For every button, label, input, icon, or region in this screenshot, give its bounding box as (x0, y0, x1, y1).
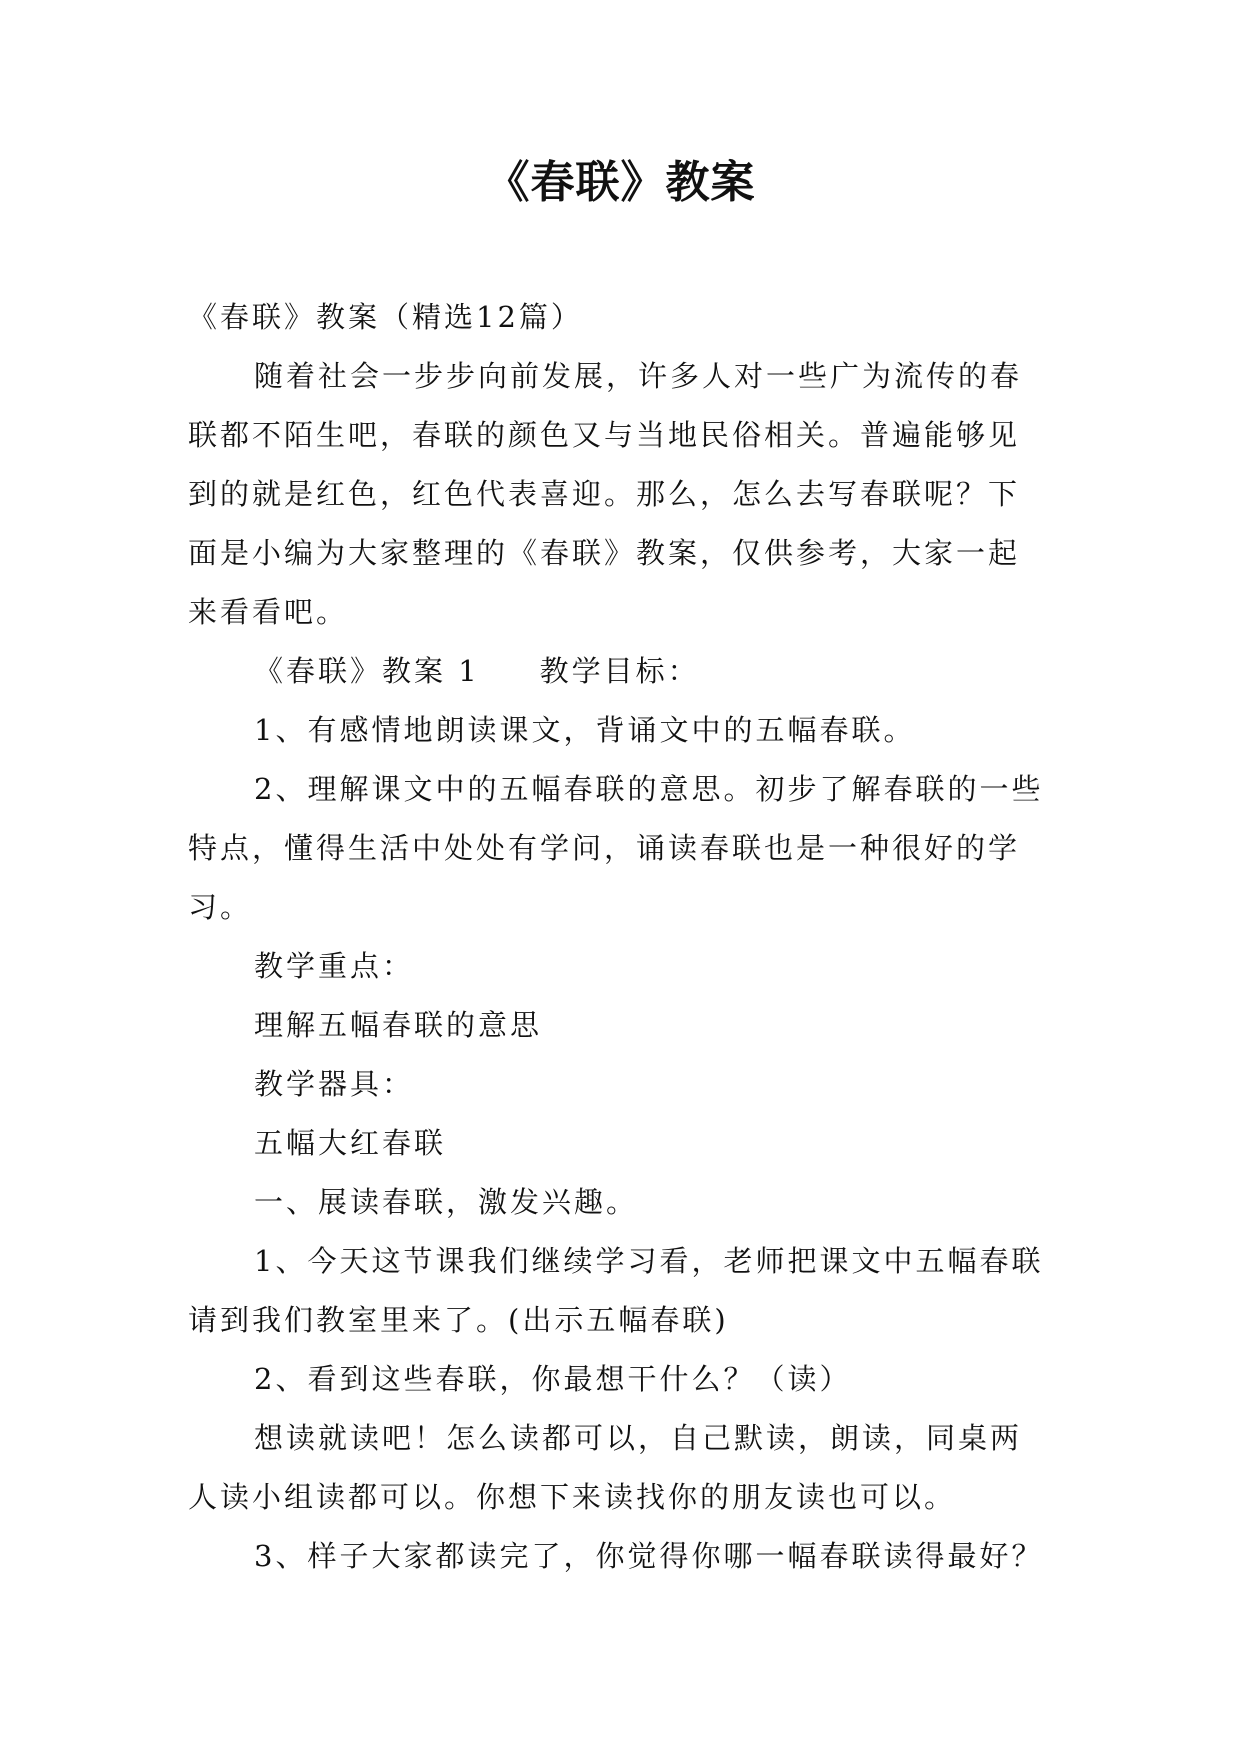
document-subtitle: 《春联》教案（精选12篇） (188, 300, 583, 334)
section1-goal-label: 教学目标： (539, 654, 700, 688)
goal-item-1: 1、有感情地朗读课文，背诵文中的五幅春联。 (254, 713, 916, 747)
document-title: 《春联》教案 (485, 157, 756, 208)
step1-item-2-text: 想读就读吧！怎么读都可以，自己默读，朗读，同桌两人读小组读都可以。你想下来读找你的朋友读也可以。 (188, 1421, 1023, 1514)
goal-item-2: 2、理解课文中的五幅春联的意思。初步了解春联的一些特点，懂得生活中处处有学问，诵读春联也是一种很好的学习。 (188, 772, 1044, 924)
document-body (188, 288, 1048, 1586)
tools-label: 教学器具： (254, 1067, 415, 1101)
step1-item-2: 2、看到这些春联，你最想干什么？（读） (254, 1362, 852, 1396)
intro-paragraph: 随着社会一步步向前发展，许多人对一些广为流传的春联都不陌生吧，春联的颜色又与当地民俗相关。普遍能够见到的就是红色，红色代表喜迎。那么，怎么去写春联呢？下面是小编为大家整理的《春联》教案，仅供参考，大家一起来看看吧。 (188, 359, 1023, 629)
key-point-text: 理解五幅春联的意思 (254, 1008, 543, 1042)
step1-item-3: 3、样子大家都读完了，你觉得你哪一幅春联读得最好？ (254, 1539, 1044, 1573)
step1-item-1: 1、今天这节课我们继续学习看，老师把课文中五幅春联请到我们教室里来了。(出示五幅春联) (188, 1244, 1044, 1337)
section1-heading-line (188, 642, 1048, 701)
section1-heading: 《春联》教案 1 (254, 654, 480, 688)
tools-text: 五幅大红春联 (254, 1126, 447, 1160)
step1-heading: 一、展读春联，激发兴趣。 (254, 1185, 639, 1219)
key-point-label: 教学重点： (254, 949, 415, 983)
